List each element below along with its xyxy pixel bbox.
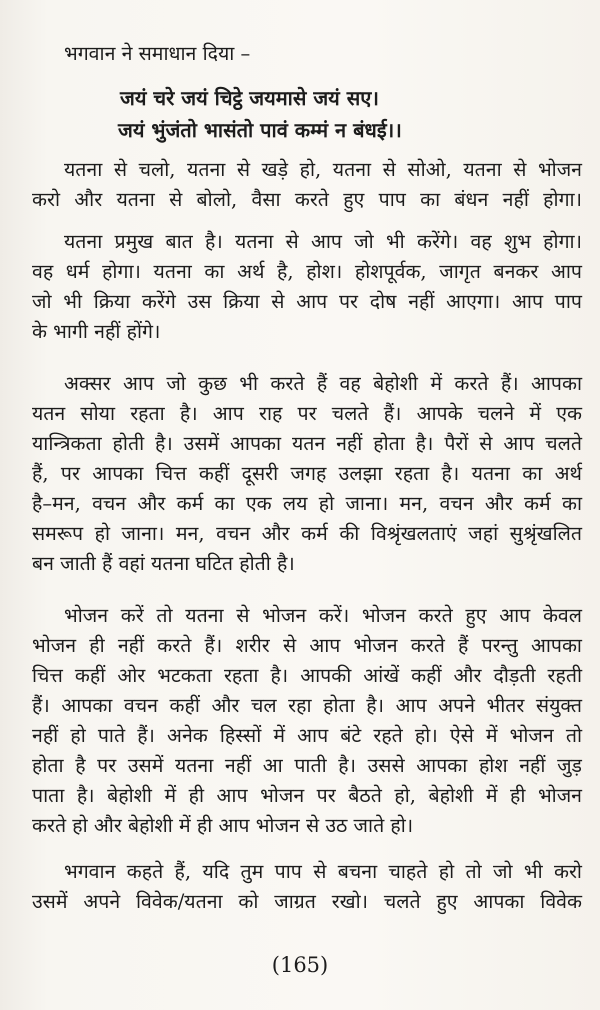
paragraph-line: यतना से चलो, यतना से खड़े हो, यतना से सोओ, यतना से भोजन [64, 158, 582, 181]
paragraph-line: करो और यतना से बोलो, वैसा करते हुए पाप का बंधन नहीं होगा। [32, 188, 582, 211]
page-number: (165) [271, 953, 329, 977]
paragraph-line: हैं, पर आपका चित्त कहीं दूसरी जगह उलझा रहता है। यतना का अर्थ [32, 462, 582, 485]
paragraph-line: है–मन, वचन और कर्म का एक लय हो जाना। मन, वचन और कर्म का [32, 492, 582, 515]
paragraph-line: यतन सोया रहता है। आप राह पर चलते हैं। आपके चलने में एक [32, 402, 582, 425]
paragraph-line: चित्त कहीं ओर भटकता रहता है। आपकी आंखें कहीं और दौड़ती रहती [32, 664, 582, 687]
verse-line-1: जयं चरे जयं चिट्ठे जयमासे जयं सए। [120, 86, 379, 110]
verse-line-2: जयं भुंजंतो भासंतो पावं कम्मं न बंधई।। [118, 118, 402, 142]
paragraph-line: समरूप हो जाना। मन, वचन और कर्म की विश्रृंखलताएं जहां सुश्रृंखलित [32, 522, 582, 545]
paragraph-line: यतना प्रमुख बात है। यतना से आप जो भी करेंगे। वह शुभ होगा। [64, 230, 582, 253]
paragraph-line: बन जाती हैं वहां यतना घटित होती है। [32, 552, 295, 575]
paragraph-line: जो भी क्रिया करेंगे उस क्रिया से आप पर दोष नहीं आएगा। आप पाप [32, 290, 582, 313]
paragraph-line: के भागी नहीं होंगे। [32, 320, 161, 343]
paragraph-line: होता है पर उसमें यतना नहीं आ पाती है। उससे आपका होश नहीं जुड़ [32, 754, 582, 777]
paragraph-line: यान्त्रिकता होती है। उसमें आपका यतन नहीं होता है। पैरों से आप चलते [32, 432, 582, 455]
paragraph-line: पाता है। बेहोशी में ही आप भोजन पर बैठते हो, बेहोशी में ही भोजन [32, 784, 582, 807]
paragraph-line: वह धर्म होगा। यतना का अर्थ है, होश। होशपूर्वक, जागृत बनकर आप [32, 260, 582, 283]
paragraph-line: भोजन ही नहीं करते हैं। शरीर से आप भोजन करते हैं परन्तु आपका [32, 634, 582, 657]
intro-line: भगवान ने समाधान दिया – [64, 42, 251, 65]
paragraph-line: भोजन करें तो यतना से भोजन करें। भोजन करते हुए आप केवल [64, 604, 582, 627]
paragraph-line: हैं। आपका वचन कहीं और चल रहा होता है। आप अपने भीतर संयुक्त [32, 694, 582, 717]
paragraph-line: भगवान कहते हैं, यदि तुम पाप से बचना चाहते हो तो जो भी करो [64, 860, 582, 883]
paragraph-line: अक्सर आप जो कुछ भी करते हैं वह बेहोशी में करते हैं। आपका [64, 372, 582, 395]
paragraph-line: नहीं हो पाते हैं। अनेक हिस्सों में आप बंटे रहते हो। ऐसे में भोजन तो [32, 724, 582, 747]
paragraph-line: उसमें अपने विवेक/यतना को जाग्रत रखो। चलते हुए आपका विवेक [32, 890, 582, 913]
paragraph-line: करते हो और बेहोशी में ही आप भोजन से उठ जाते हो। [32, 814, 414, 837]
